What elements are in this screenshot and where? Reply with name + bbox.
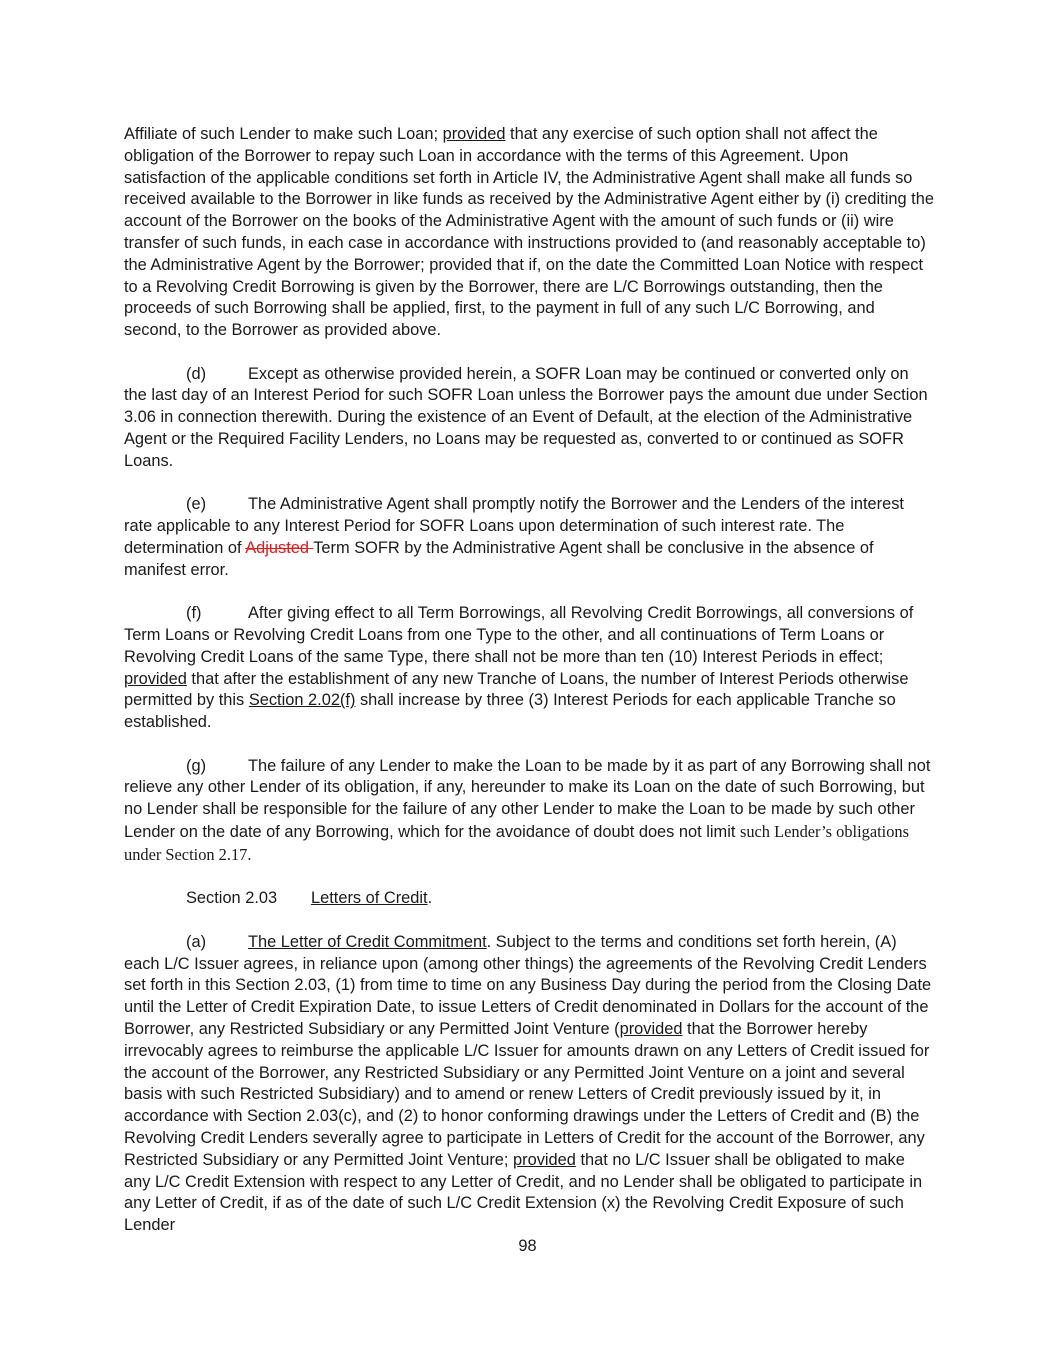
provided-term: provided xyxy=(124,669,187,688)
paragraph-g: (g) The failure of any Lender to make the Loan to be made by it as part of any Borrowing shall not relieve any other Lender of its obligation, if any, hereunder to make its Loan on the date of such Borrowing, but no Lender shall be responsible for the failure of any other Lender to make the Loan to be made by such other Lender on the date of any Borrowing, which for the avoidance of doubt does not limit such Lender’s obligations under Section 2.17. xyxy=(124,756,931,864)
paragraph-continuation: Affiliate of such Lender to make such Loan; provided that any exercise of such option shall not affect the obligation of the Borrower to repay such Loan in accordance with the terms of this Agreement. Upon satisfaction of the applicable conditions set forth in Article IV, the Administrative Agent shall make all funds so received available to the Borrower in like funds as received by the Administrative Agent either by (i) crediting the account of the Borrower on the books of the Administrative Agent with the amount of such funds or (ii) wire transfer of such funds, in each case in accordance with instructions provided to (and reasonably acceptable to) the Administrative Agent by the Borrower; provided that if, on the date the Committed Loan Notice with respect to a Revolving Credit Borrowing is given by the Borrower, there are L/C Borrowings outstanding, then the proceeds of such Borrowing shall be applied, first, to the payment in full of any such L/C Borrowing, and second, to the Borrower as provided above. xyxy=(124,125,934,340)
document-body xyxy=(124,124,934,1259)
paragraph-d: (d) Except as otherwise provided herein, a SOFR Loan may be continued or converted only on the last day of an Interest Period for such SOFR Loan unless the Borrower pays the amount due under Section 3.06 in connection therewith. During the existence of an Event of Default, at the election of the Administrative Agent or the Required Facility Lenders, no Loans may be requested as, converted to or continued as SOFR Loans. xyxy=(124,364,928,470)
clause-label-d: (d) xyxy=(186,364,207,383)
section-title: Letters of Credit xyxy=(311,889,428,908)
deleted-text-adjusted: Adjusted xyxy=(245,538,314,557)
clause-label-g: (g) xyxy=(186,756,207,775)
clause-heading: The Letter of Credit Commitment xyxy=(248,932,487,951)
clause-label-f: (f) xyxy=(186,604,202,623)
provided-term: provided xyxy=(442,125,506,143)
paragraph-f: (f) After giving effect to all Term Borrowings, all Revolving Credit Borrowings, all conversions of Term Loans or Revolving Credit Loans from one Type to the other, and all continuations of Term Loans or Revolving Credit Loans of the same Type, there shall not be more than ten (10) Interest Periods in effect; provided that after the establishment of any new Tranche of Loans, the number of Interest Periods otherwise permitted by this Section 2.02(f) shall increase by three (3) Interest Periods for each applicable Tranche so established. xyxy=(124,604,914,732)
paragraph-e: (e) The Administrative Agent shall promptly notify the Borrower and the Lenders of the interest rate applicable to any Interest Period for SOFR Loans upon determination of such interest rate. The determination of Adjusted Term SOFR by the Administrative Agent shall be conclusive in the absence of manifest error. xyxy=(124,495,904,579)
section-reference: Section 2.02(f) xyxy=(248,691,356,710)
section-heading: Section 2.03 Letters of Credit. xyxy=(124,888,934,910)
section-number: Section 2.03 xyxy=(186,889,278,908)
provided-term: provided xyxy=(619,1020,683,1039)
provided-term: provided xyxy=(513,1150,576,1169)
page-number: 98 xyxy=(518,1237,537,1255)
clause-label-a: (a) xyxy=(186,932,207,951)
paragraph-a: (a) The Letter of Credit Commitment. Subject to the terms and conditions set forth herein, (A) each L/C Issuer agrees, in reliance upon (among other things) the agreements of the Revolving Credit Lenders set forth in this Section 2.03, (1) from time to time on any Business Day during the period from the Closing Date until the Letter of Credit Expiration Date, to issue Letters of Credit denominated in Dollars for the account of the Borrower, any Restricted Subsidiary or any Permitted Joint Venture (provided that the Borrower hereby irrevocably agrees to reimburse the applicable L/C Issuer for amounts drawn on any Letters of Credit issued for the account of the Borrower, any Restricted Subsidiary or any Permitted Joint Venture on a joint and several basis with such Restricted Subsidiary) and to amend or renew Letters of Credit previously issued by it, in accordance with Section 2.03(c), and (2) to honor conforming drawings under the Letters of Credit and (B) the Revolving Credit Lenders severally agree to participate in Letters of Credit for the account of the Borrower, any Restricted Subsidiary or any Permitted Joint Venture; provided that no L/C Issuer shall be obligated to make any L/C Credit Extension with respect to any Letter of Credit, and no Lender shall be obligated to participate in any Letter of Credit, if as of the date of such L/C Credit Extension (x) the Revolving Credit Exposure of such Lender xyxy=(124,932,932,1235)
clause-label-e: (e) xyxy=(186,495,207,514)
